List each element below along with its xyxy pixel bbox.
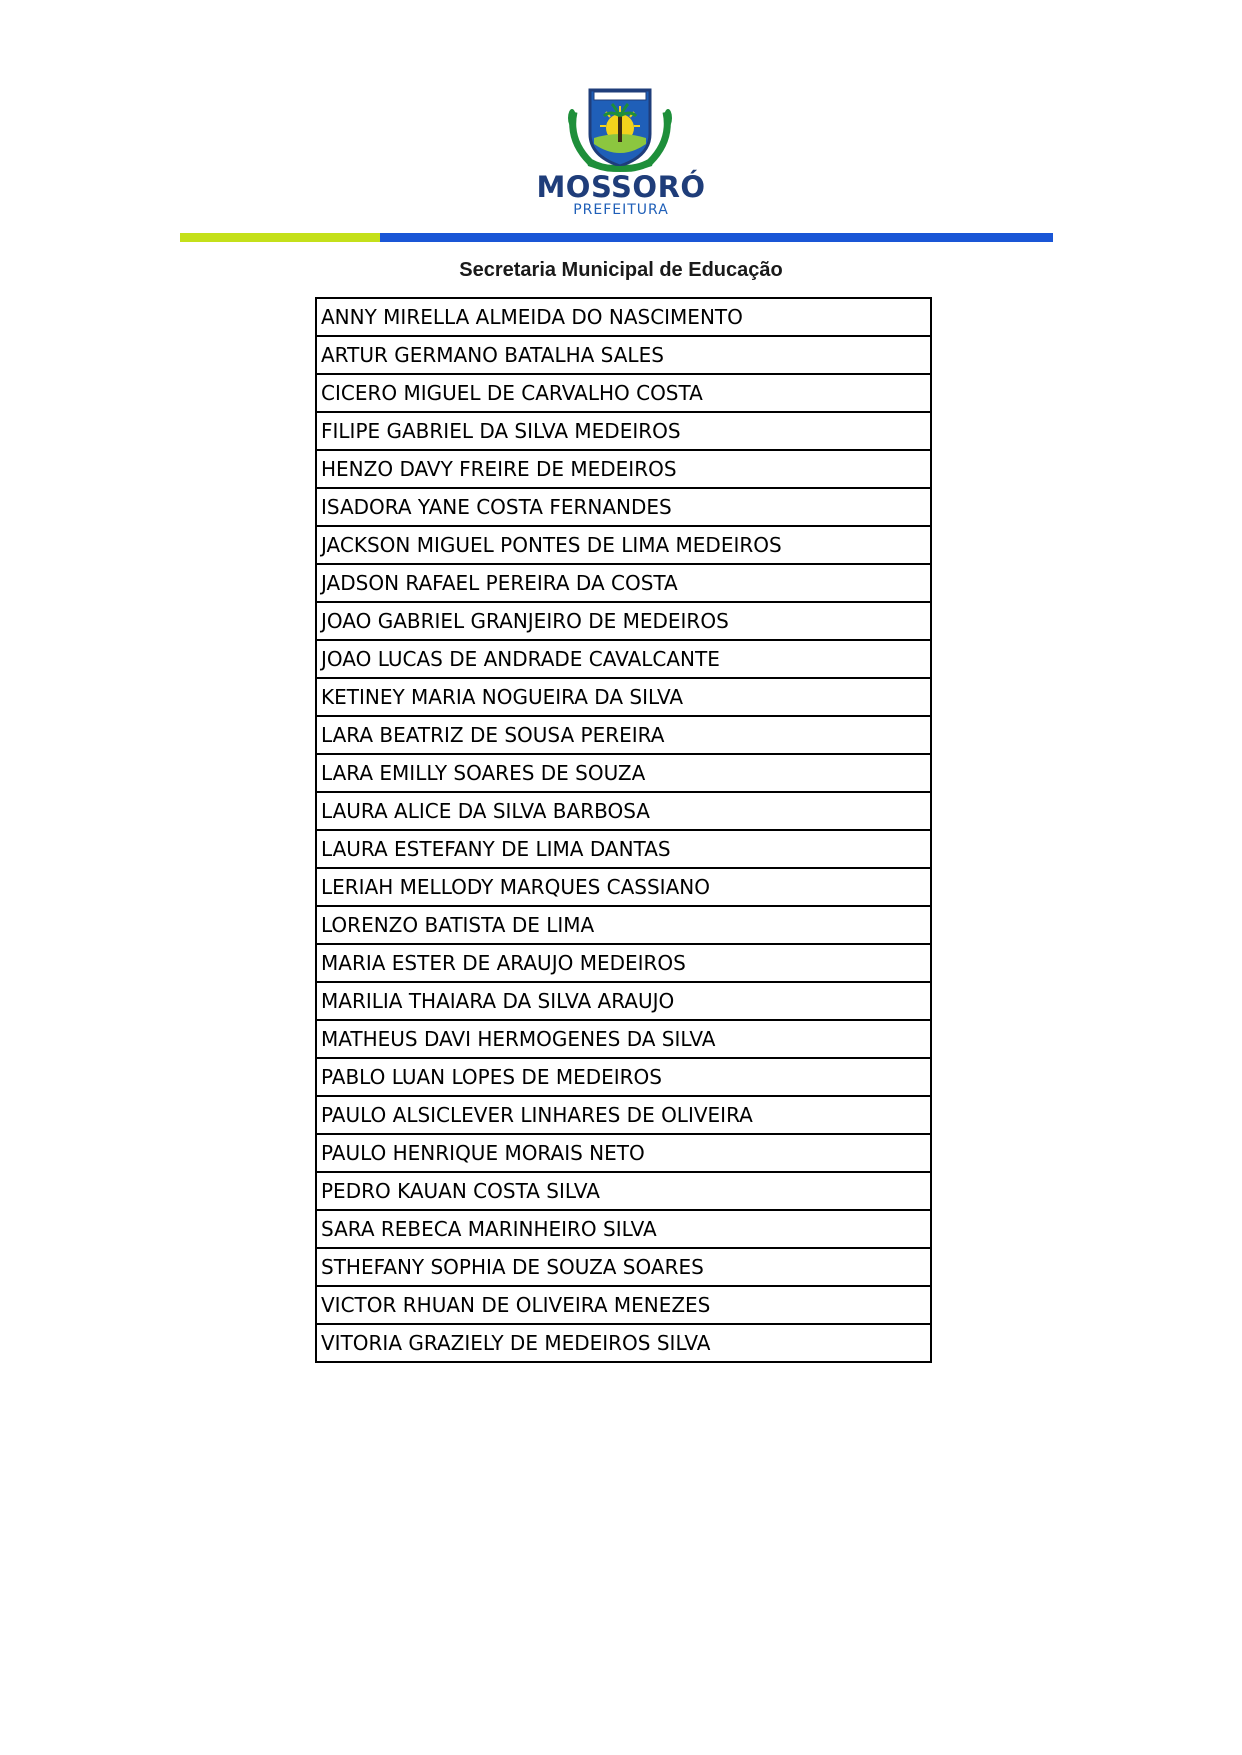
student-name: MARIA ESTER DE ARAUJO MEDEIROS — [316, 944, 931, 982]
student-name: CICERO MIGUEL DE CARVALHO COSTA — [316, 374, 931, 412]
table-row — [316, 602, 931, 640]
table-row — [316, 678, 931, 716]
city-crest-icon — [560, 82, 680, 172]
table-row — [316, 1020, 931, 1058]
student-name: HENZO DAVY FREIRE DE MEDEIROS — [316, 450, 931, 488]
table-row — [316, 526, 931, 564]
student-name: FILIPE GABRIEL DA SILVA MEDEIROS — [316, 412, 931, 450]
table-row — [316, 1286, 931, 1324]
table-row — [316, 906, 931, 944]
student-name: LARA BEATRIZ DE SOUSA PEREIRA — [316, 716, 931, 754]
table-row — [316, 716, 931, 754]
student-name: PABLO LUAN LOPES DE MEDEIROS — [316, 1058, 931, 1096]
table-row — [316, 982, 931, 1020]
student-name: KETINEY MARIA NOGUEIRA DA SILVA — [316, 678, 931, 716]
table-row — [316, 830, 931, 868]
table-row — [316, 1058, 931, 1096]
student-name: VITORIA GRAZIELY DE MEDEIROS SILVA — [316, 1324, 931, 1362]
table-row — [316, 488, 931, 526]
student-name: JADSON RAFAEL PEREIRA DA COSTA — [316, 564, 931, 602]
student-name: JACKSON MIGUEL PONTES DE LIMA MEDEIROS — [316, 526, 931, 564]
student-name: STHEFANY SOPHIA DE SOUZA SOARES — [316, 1248, 931, 1286]
department-title: Secretaria Municipal de Educação — [459, 259, 783, 281]
header-bar-green — [180, 233, 380, 242]
student-name: LERIAH MELLODY MARQUES CASSIANO — [316, 868, 931, 906]
table-row — [316, 792, 931, 830]
brand-name: MOSSORÓ — [536, 170, 706, 204]
header-bar-blue — [380, 233, 1053, 242]
table-row — [316, 450, 931, 488]
student-name: LAURA ESTEFANY DE LIMA DANTAS — [316, 830, 931, 868]
table-row — [316, 868, 931, 906]
table-row — [316, 1248, 931, 1286]
student-name: ISADORA YANE COSTA FERNANDES — [316, 488, 931, 526]
table-row — [316, 640, 931, 678]
table-row — [316, 1324, 931, 1362]
table-row — [316, 1096, 931, 1134]
student-name: MATHEUS DAVI HERMOGENES DA SILVA — [316, 1020, 931, 1058]
student-name: LAURA ALICE DA SILVA BARBOSA — [316, 792, 931, 830]
table-row — [316, 412, 931, 450]
table-row — [316, 1134, 931, 1172]
student-name: VICTOR RHUAN DE OLIVEIRA MENEZES — [316, 1286, 931, 1324]
student-name: ARTUR GERMANO BATALHA SALES — [316, 336, 931, 374]
table-row — [316, 754, 931, 792]
student-name: PAULO HENRIQUE MORAIS NETO — [316, 1134, 931, 1172]
student-name: ANNY MIRELLA ALMEIDA DO NASCIMENTO — [316, 298, 931, 336]
table-row — [316, 1172, 931, 1210]
student-name: LARA EMILLY SOARES DE SOUZA — [316, 754, 931, 792]
student-name: MARILIA THAIARA DA SILVA ARAUJO — [316, 982, 931, 1020]
student-name: LORENZO BATISTA DE LIMA — [316, 906, 931, 944]
student-name: PEDRO KAUAN COSTA SILVA — [316, 1172, 931, 1210]
student-list-table — [315, 297, 932, 1363]
table-row — [316, 336, 931, 374]
page-header — [0, 0, 1242, 300]
student-name: JOAO LUCAS DE ANDRADE CAVALCANTE — [316, 640, 931, 678]
table-row — [316, 944, 931, 982]
table-row — [316, 374, 931, 412]
brand-subtitle: PREFEITURA — [573, 202, 669, 218]
table-row — [316, 564, 931, 602]
table-row — [316, 1210, 931, 1248]
student-name: JOAO GABRIEL GRANJEIRO DE MEDEIROS — [316, 602, 931, 640]
student-name: SARA REBECA MARINHEIRO SILVA — [316, 1210, 931, 1248]
table-row — [316, 298, 931, 336]
student-name: PAULO ALSICLEVER LINHARES DE OLIVEIRA — [316, 1096, 931, 1134]
